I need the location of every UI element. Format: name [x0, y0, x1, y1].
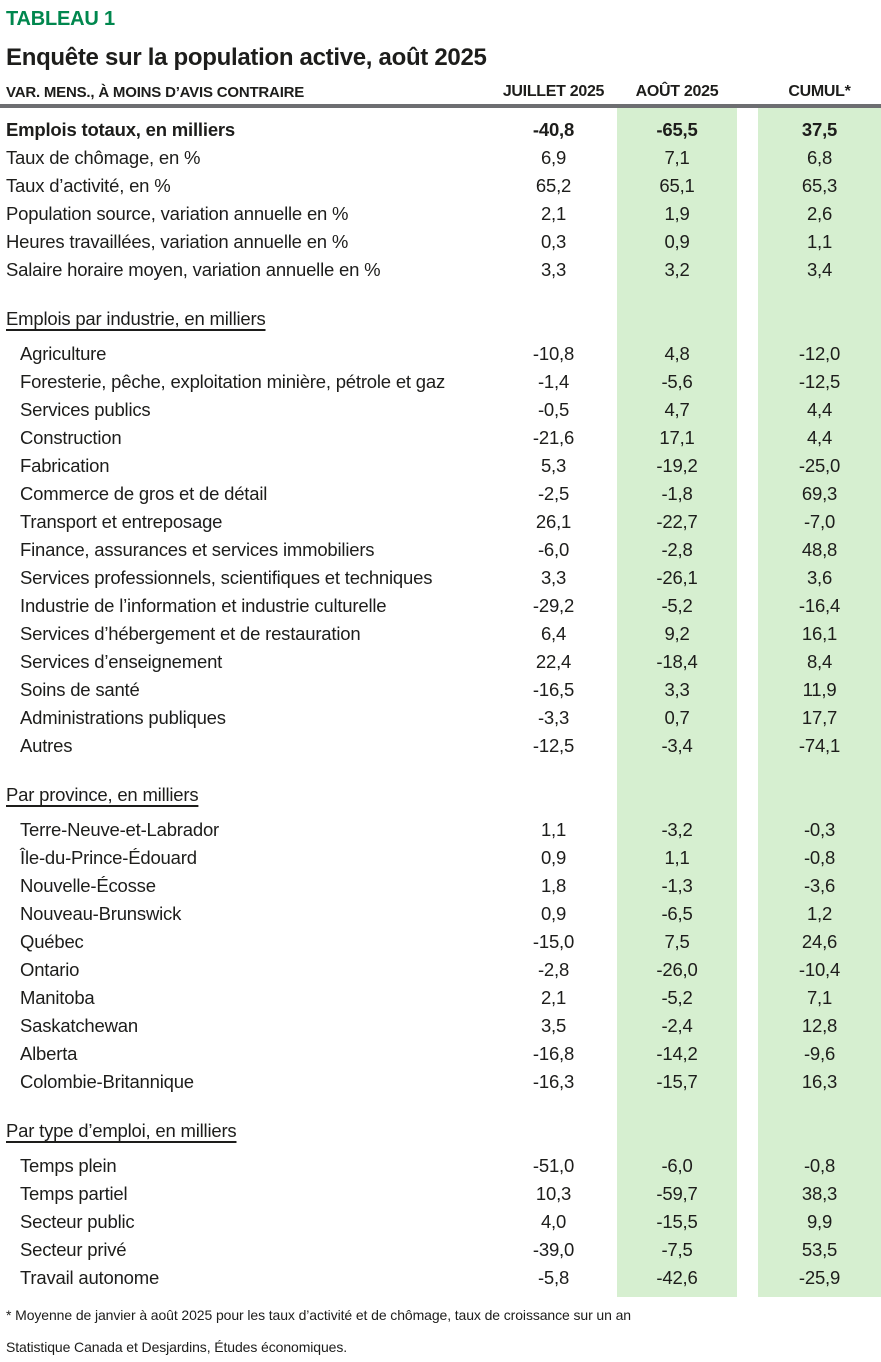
table-row: [0, 900, 881, 928]
table-row: [0, 564, 881, 592]
cell-value: 3,3: [540, 259, 567, 280]
cell-value: 1,1: [806, 231, 833, 252]
cell-value: 6,4: [540, 623, 567, 644]
cell-value: 4,4: [806, 427, 833, 448]
cell-value: -6,0: [661, 1155, 693, 1176]
cell-value: -0,8: [803, 847, 836, 868]
cell-value: 2,1: [540, 203, 567, 224]
table-row: [0, 508, 881, 536]
section-heading: [0, 305, 881, 333]
table-row: [0, 172, 881, 200]
cell-value: 4,8: [664, 343, 690, 364]
row-label: Terre-Neuve-et-Labrador: [20, 819, 219, 840]
cell-value: -1,3: [661, 875, 693, 896]
row-label: Salaire horaire moyen, variation annuelle en %: [6, 259, 381, 280]
table-row: [0, 1068, 881, 1096]
cell-value: -29,2: [532, 595, 575, 616]
table-row: [0, 396, 881, 424]
cell-value: -0,5: [537, 399, 570, 420]
row-label: Heures travaillées, variation annuelle en %: [6, 231, 349, 252]
cell-value: -0,8: [803, 1155, 836, 1176]
cell-value: 16,3: [801, 1071, 838, 1092]
cell-value: -3,2: [661, 819, 693, 840]
cell-value: -6,5: [661, 903, 693, 924]
cell-value: 6,9: [540, 147, 567, 168]
cell-value: 4,0: [540, 1211, 567, 1232]
table-row: [0, 1152, 881, 1180]
table-row: [0, 256, 881, 284]
cell-value: -7,0: [803, 511, 836, 532]
table-row: [0, 704, 881, 732]
footnotes: [6, 1299, 881, 1362]
row-label: Fabrication: [20, 455, 110, 476]
cell-value: 69,3: [801, 483, 838, 504]
table-row: [0, 648, 881, 676]
row-label: Services d’hébergement et de restauration: [20, 623, 361, 644]
cell-value: 1,1: [664, 847, 690, 868]
cell-value: 3,3: [540, 567, 567, 588]
cell-value: -26,1: [656, 567, 698, 588]
row-label: Autres: [20, 735, 73, 756]
cell-value: 9,9: [806, 1211, 833, 1232]
cell-value: 7,1: [664, 147, 690, 168]
table-row: [0, 816, 881, 844]
cell-value: -42,6: [656, 1267, 698, 1288]
table-row: [0, 1180, 881, 1208]
cell-value: 0,9: [540, 903, 567, 924]
cell-value: -12,0: [798, 343, 841, 364]
cell-value: -51,0: [532, 1155, 575, 1176]
row-label: Taux de chômage, en %: [6, 147, 201, 168]
cell-value: -0,3: [803, 819, 836, 840]
cell-value: -59,7: [656, 1183, 698, 1204]
cell-value: 24,6: [801, 931, 838, 952]
column-header-cumul: CUMUL*: [788, 83, 851, 100]
table-row: [0, 368, 881, 396]
cell-value: 1,2: [806, 903, 833, 924]
cell-value: 11,9: [802, 679, 837, 700]
table-row: [0, 872, 881, 900]
row-label: Transport et entreposage: [20, 511, 223, 532]
cell-value: 10,3: [535, 1183, 572, 1204]
table-row: [0, 676, 881, 704]
table-row: [0, 956, 881, 984]
row-label: Colombie-Britannique: [20, 1071, 194, 1092]
cell-value: 3,4: [806, 259, 833, 280]
section-heading: [0, 781, 881, 809]
cell-value: 3,3: [664, 679, 690, 700]
cell-value: 0,3: [540, 231, 567, 252]
row-label: Agriculture: [20, 343, 107, 364]
cell-value: 0,7: [664, 707, 690, 728]
cell-value: -40,8: [532, 119, 575, 140]
cell-value: -19,2: [656, 455, 698, 476]
cell-value: -7,5: [661, 1239, 693, 1260]
cell-value: 65,1: [659, 175, 695, 196]
table-row: [0, 228, 881, 256]
cell-value: 1,1: [540, 819, 567, 840]
cell-value: -25,9: [798, 1267, 841, 1288]
cell-value: 22,4: [535, 651, 572, 672]
cell-value: -16,8: [532, 1043, 575, 1064]
footnote-line: Statistique Canada et Desjardins, Études économiques.: [6, 1339, 348, 1355]
row-label: Services publics: [20, 399, 151, 420]
cell-value: -22,7: [656, 511, 698, 532]
cell-value: 12,8: [801, 1015, 838, 1036]
cell-value: -25,0: [798, 455, 841, 476]
cell-value: -2,5: [537, 483, 570, 504]
cell-value: 16,1: [801, 623, 838, 644]
row-label: Foresterie, pêche, exploitation minière, pétrole et gaz: [20, 371, 446, 392]
section-heading: [0, 1117, 881, 1145]
cell-value: -16,5: [532, 679, 575, 700]
cell-value: -3,3: [537, 707, 570, 728]
cell-value: 48,8: [801, 539, 838, 560]
cell-value: 1,8: [540, 875, 567, 896]
cell-value: -2,8: [661, 539, 693, 560]
cell-value: -16,4: [798, 595, 841, 616]
cell-value: 26,1: [535, 511, 572, 532]
cell-value: 17,1: [659, 427, 695, 448]
row-label: Population source, variation annuelle en %: [6, 203, 349, 224]
table-row: [0, 1236, 881, 1264]
cell-value: -3,6: [803, 875, 836, 896]
row-label: Services d’enseignement: [20, 651, 223, 672]
row-label: Île-du-Prince-Édouard: [20, 847, 197, 868]
table-header-row: [0, 78, 881, 108]
cell-value: -74,1: [798, 735, 841, 756]
cell-value: 53,5: [801, 1239, 838, 1260]
row-label: Temps plein: [20, 1155, 117, 1176]
row-label: Nouveau-Brunswick: [20, 903, 182, 924]
row-label: Temps partiel: [20, 1183, 128, 1204]
cell-value: 5,3: [540, 455, 567, 476]
cell-value: -10,4: [798, 959, 841, 980]
row-label: Construction: [20, 427, 122, 448]
table-row: [0, 1208, 881, 1236]
table-body: [0, 108, 881, 1297]
cell-value: -65,5: [656, 119, 698, 140]
cell-value: 37,5: [801, 119, 838, 140]
cell-value: 3,6: [806, 567, 833, 588]
table-row: [0, 844, 881, 872]
cell-value: -15,7: [656, 1071, 698, 1092]
row-label: Ontario: [20, 959, 80, 980]
row-label: Industrie de l’information et industrie culturelle: [20, 595, 387, 616]
row-label: Alberta: [20, 1043, 78, 1064]
row-label: Manitoba: [20, 987, 95, 1008]
cell-value: 3,5: [540, 1015, 567, 1036]
cell-value: -5,8: [537, 1267, 570, 1288]
table-row: [0, 200, 881, 228]
table-row: [0, 144, 881, 172]
row-label: Administrations publiques: [20, 707, 226, 728]
cell-value: -12,5: [798, 371, 841, 392]
cell-value: 9,2: [664, 623, 690, 644]
cell-value: -6,0: [537, 539, 570, 560]
cell-value: 7,1: [806, 987, 833, 1008]
table-row: [0, 732, 881, 760]
cell-value: 8,4: [806, 651, 833, 672]
cell-value: -3,4: [661, 735, 693, 756]
row-label: Québec: [20, 931, 84, 952]
cell-value: 2,6: [806, 203, 833, 224]
row-label: Soins de santé: [20, 679, 140, 700]
table-row: [0, 480, 881, 508]
section-heading-text: Emplois par industrie, en milliers: [6, 308, 266, 329]
cell-value: 38,3: [801, 1183, 838, 1204]
cell-value: 0,9: [540, 847, 567, 868]
cell-value: 3,2: [664, 259, 690, 280]
table-row: [0, 340, 881, 368]
cell-value: -18,4: [656, 651, 698, 672]
table-row: [0, 424, 881, 452]
section-heading-text: Par province, en milliers: [6, 784, 199, 805]
column-header-row-label: VAR. MENS., À MOINS D’AVIS CONTRAIRE: [6, 84, 305, 101]
cell-value: -10,8: [532, 343, 575, 364]
cell-value: 65,3: [801, 175, 838, 196]
column-header-aout-2025: AOÛT 2025: [635, 83, 719, 100]
row-label: Secteur privé: [20, 1239, 127, 1260]
table-row: [0, 928, 881, 956]
cell-value: -2,4: [661, 1015, 693, 1036]
cell-value: 65,2: [535, 175, 572, 196]
cell-value: -16,3: [532, 1071, 575, 1092]
cell-value: 0,9: [664, 231, 690, 252]
table-number-tag: TABLEAU 1: [6, 8, 115, 30]
cell-value: -5,2: [661, 987, 693, 1008]
cell-value: 1,9: [664, 203, 690, 224]
table-row: [0, 984, 881, 1012]
cell-value: -39,0: [532, 1239, 575, 1260]
row-label: Taux d’activité, en %: [6, 175, 171, 196]
row-label: Secteur public: [20, 1211, 135, 1232]
cell-value: 17,7: [801, 707, 838, 728]
row-label: Emplois totaux, en milliers: [6, 119, 235, 140]
cell-value: -1,8: [661, 483, 693, 504]
cell-value: 2,1: [540, 987, 567, 1008]
table-row: [0, 116, 881, 144]
row-label: Commerce de gros et de détail: [20, 483, 268, 504]
table-row: [0, 620, 881, 648]
table-row: [0, 1264, 881, 1292]
cell-value: -2,8: [537, 959, 570, 980]
cell-value: 7,5: [664, 931, 690, 952]
cell-value: -15,5: [656, 1211, 698, 1232]
row-label: Travail autonome: [20, 1267, 160, 1288]
cell-value: 4,4: [806, 399, 833, 420]
cell-value: 4,7: [664, 399, 690, 420]
table-row: [0, 536, 881, 564]
cell-value: -5,6: [661, 371, 693, 392]
row-label: Nouvelle-Écosse: [20, 875, 156, 896]
page-title: Enquête sur la population active, août 2025: [6, 44, 487, 71]
cell-value: -5,2: [661, 595, 693, 616]
cell-value: -1,4: [537, 371, 570, 392]
section-heading-text: Par type d’emploi, en milliers: [6, 1120, 237, 1141]
cell-value: -26,0: [656, 959, 698, 980]
table-row: [0, 1012, 881, 1040]
cell-value: 6,8: [806, 147, 833, 168]
cell-value: -9,6: [803, 1043, 836, 1064]
cell-value: -14,2: [656, 1043, 698, 1064]
row-label: Finance, assurances et services immobiliers: [20, 539, 375, 560]
cell-value: -15,0: [532, 931, 575, 952]
table-row: [0, 1040, 881, 1068]
column-header-juillet-2025: JUILLET 2025: [502, 83, 605, 100]
row-label: Services professionnels, scientifiques et techniques: [20, 567, 433, 588]
table-row: [0, 452, 881, 480]
row-label: Saskatchewan: [20, 1015, 138, 1036]
cell-value: -12,5: [532, 735, 575, 756]
cell-value: -21,6: [532, 427, 575, 448]
footnote-line: * Moyenne de janvier à août 2025 pour les taux d’activité et de chômage, taux de croissance sur un an: [6, 1307, 631, 1323]
table-row: [0, 592, 881, 620]
